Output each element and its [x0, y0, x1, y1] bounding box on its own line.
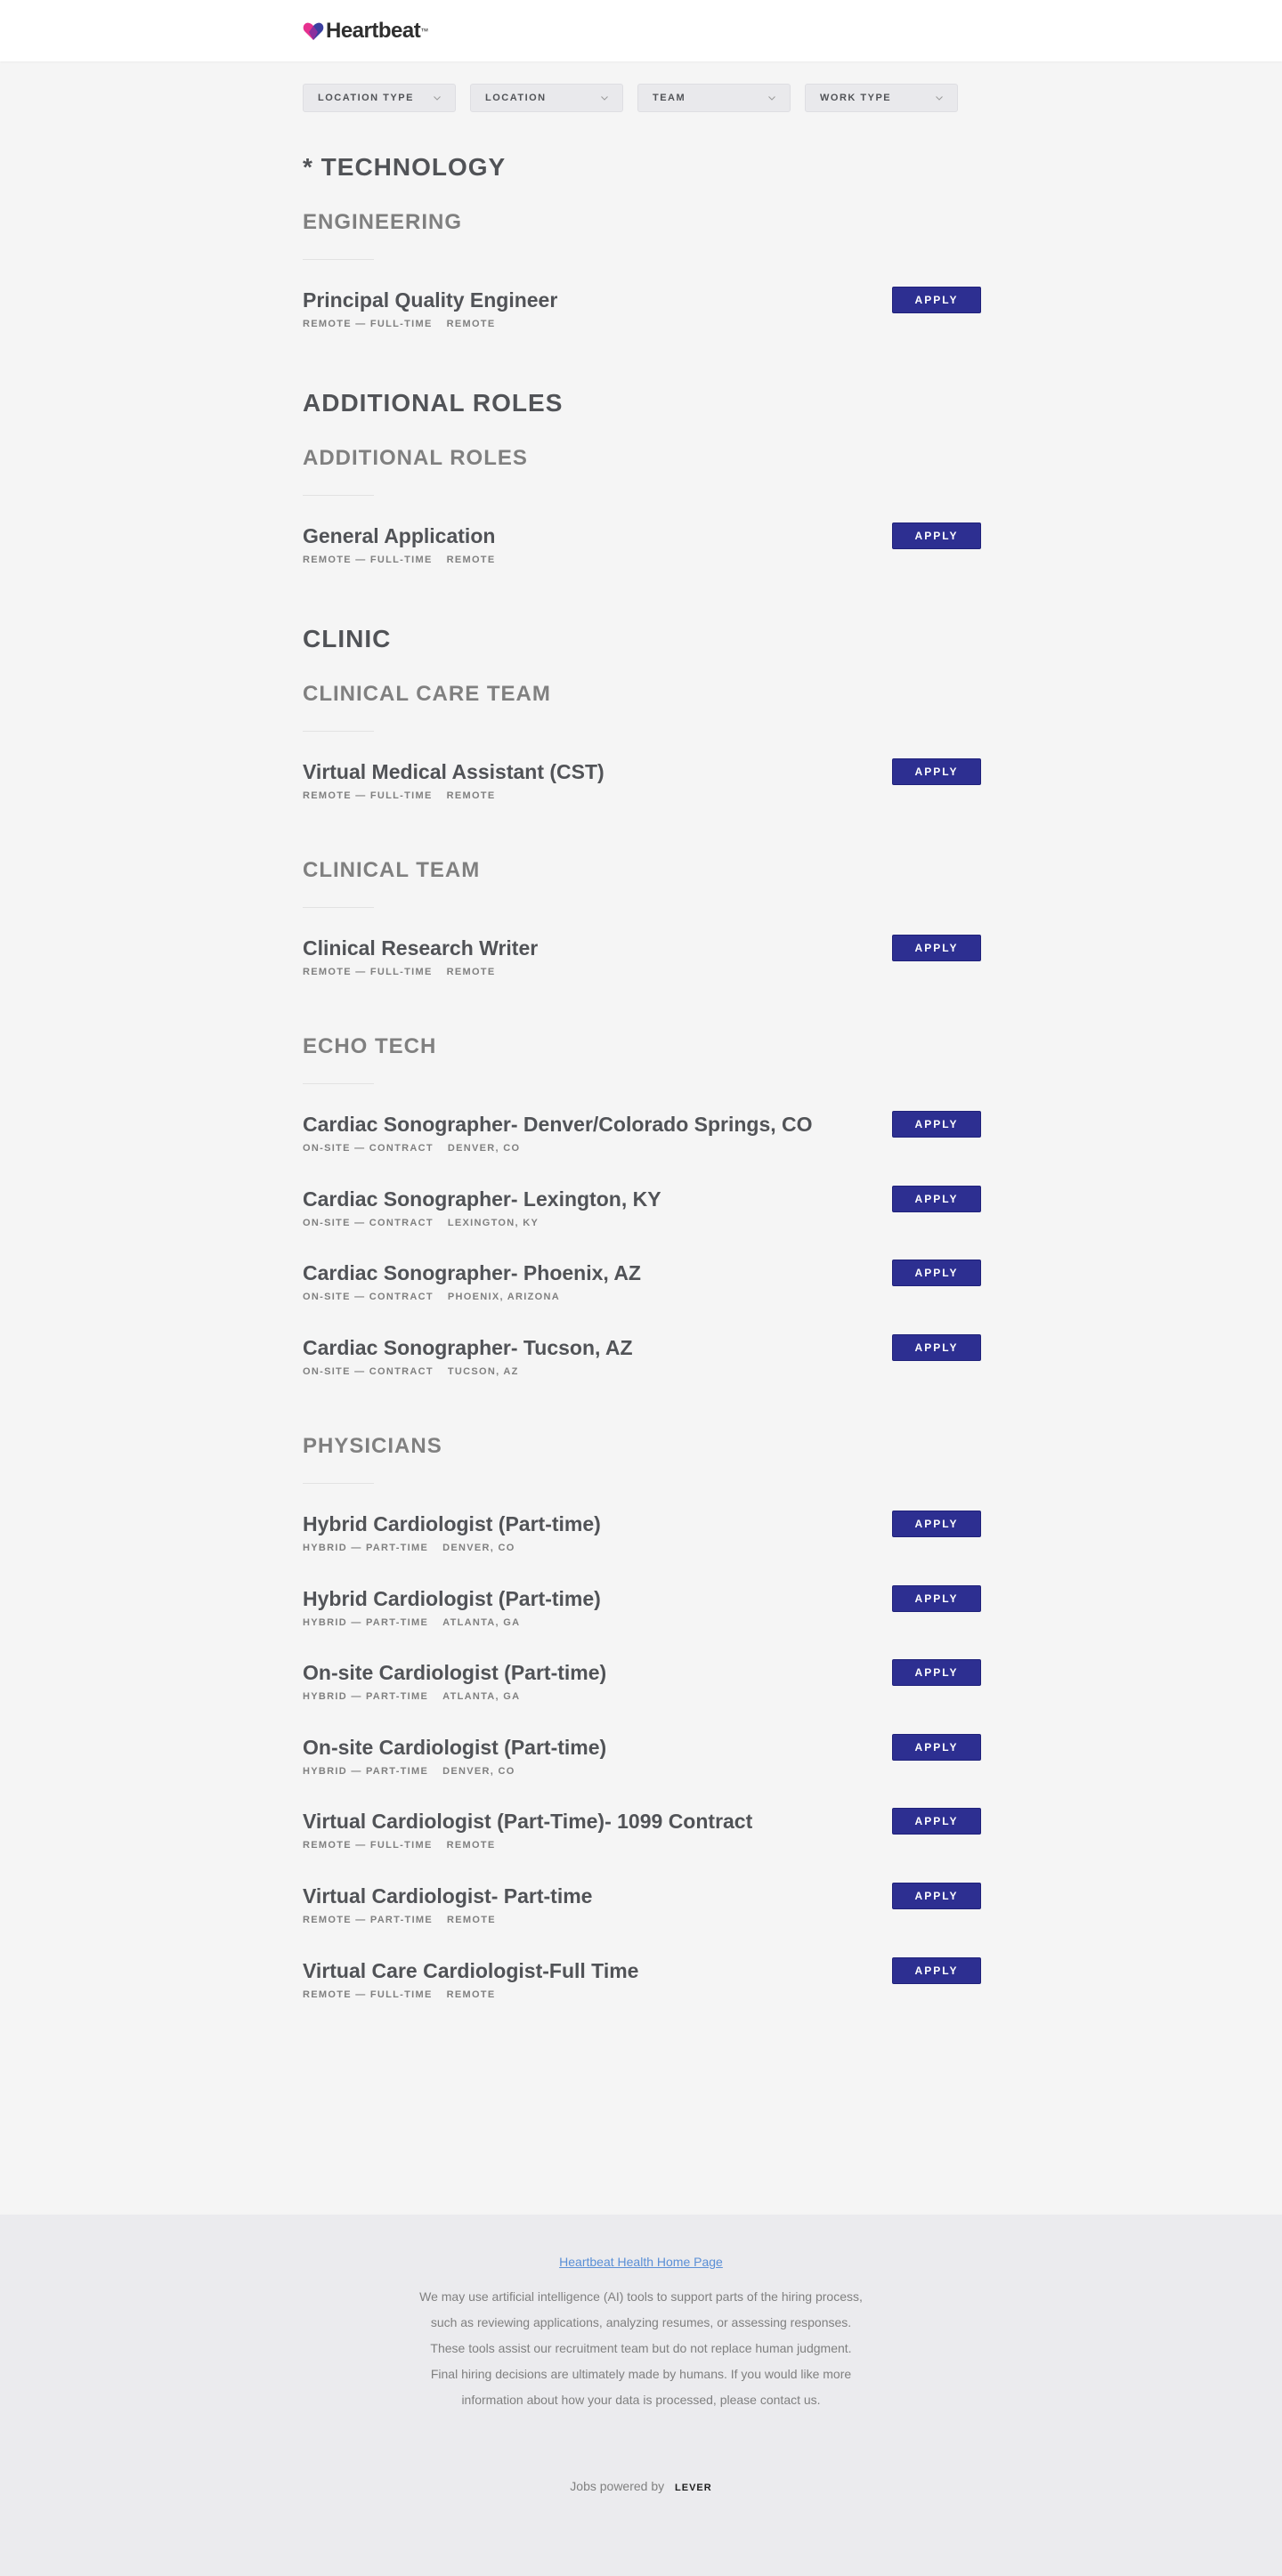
posting-cardiac-sonographer-lexington[interactable]	[303, 1186, 981, 1228]
apply-button[interactable]: APPLY	[892, 1883, 981, 1909]
posting-meta	[303, 790, 981, 801]
posting-title[interactable]: Cardiac Sonographer- Phoenix, AZ	[303, 1261, 641, 1284]
posting-meta	[303, 967, 981, 977]
filter-work-type[interactable]	[805, 84, 958, 112]
apply-button[interactable]: APPLY	[892, 1334, 981, 1361]
posting-location: LEXINGTON, KY	[447, 1218, 540, 1228]
filter-location[interactable]	[470, 84, 623, 112]
posting-meta	[303, 1292, 981, 1302]
posting-location: REMOTE	[446, 555, 496, 565]
posting-meta	[303, 555, 981, 565]
department-title-clinic: CLINIC	[303, 625, 392, 652]
posting-meta	[303, 1143, 981, 1154]
posting-meta	[303, 1691, 981, 1702]
posting-virtual-care-cardiologist[interactable]	[303, 1957, 981, 2000]
posting-meta	[303, 319, 981, 329]
posting-onsite-cardiologist-denver[interactable]	[303, 1734, 981, 1777]
team-title-clinical-team: CLINICAL TEAM	[303, 858, 481, 882]
posting-hybrid-cardiologist-atlanta[interactable]	[303, 1585, 981, 1628]
posting-cardiac-sonographer-denver[interactable]	[303, 1111, 981, 1154]
logo-trademark: ™	[420, 26, 429, 36]
posting-cardiac-sonographer-tucson[interactable]	[303, 1334, 981, 1377]
company-home-link[interactable]: Heartbeat Health Home Page	[559, 2255, 723, 2269]
apply-button[interactable]: APPLY	[892, 1511, 981, 1537]
apply-button[interactable]: APPLY	[892, 1957, 981, 1984]
posting-cardiac-sonographer-phoenix[interactable]	[303, 1260, 981, 1302]
posting-commitment: ON-SITE — CONTRACT	[303, 1292, 434, 1302]
chevron-down-icon	[936, 94, 943, 101]
department-title-additional-roles: ADDITIONAL ROLES	[303, 389, 564, 417]
apply-button[interactable]: APPLY	[892, 1186, 981, 1212]
posting-title[interactable]: On-site Cardiologist (Part-time)	[303, 1736, 607, 1759]
posting-location: ATLANTA, GA	[442, 1617, 521, 1628]
posting-meta	[303, 1989, 981, 2000]
posting-clinical-research-writer[interactable]	[303, 935, 981, 977]
posting-title[interactable]: Cardiac Sonographer- Tucson, AZ	[303, 1336, 633, 1359]
posting-commitment: HYBRID — PART-TIME	[303, 1766, 429, 1777]
team-title-physicians: PHYSICIANS	[303, 1434, 442, 1458]
posting-virtual-cardiologist-part-time[interactable]	[303, 1883, 981, 1925]
posting-location: TUCSON, AZ	[447, 1366, 519, 1377]
posting-location: REMOTE	[447, 1915, 496, 1925]
filter-location-type[interactable]	[303, 84, 456, 112]
team-title-engineering: ENGINEERING	[303, 210, 463, 234]
apply-button[interactable]: APPLY	[892, 522, 981, 549]
posting-title[interactable]: General Application	[303, 524, 496, 547]
posting-commitment: HYBRID — PART-TIME	[303, 1691, 429, 1702]
divider	[303, 1483, 374, 1484]
heartbeat-logo[interactable]	[303, 0, 981, 61]
posting-location: DENVER, CO	[447, 1143, 521, 1154]
powered-by	[0, 2479, 1282, 2493]
posting-title[interactable]: On-site Cardiologist (Part-time)	[303, 1661, 607, 1684]
chevron-down-icon	[601, 94, 608, 101]
posting-meta	[303, 1766, 981, 1777]
posting-meta	[303, 1840, 981, 1851]
department-title-technology: * TECHNOLOGY	[303, 153, 507, 181]
team-title-clinical-care-team: CLINICAL CARE TEAM	[303, 682, 551, 706]
posting-location: ATLANTA, GA	[442, 1691, 521, 1702]
posting-onsite-cardiologist-atlanta[interactable]	[303, 1659, 981, 1702]
posting-virtual-medical-assistant[interactable]	[303, 758, 981, 801]
divider	[303, 259, 374, 260]
posting-virtual-cardiologist-1099[interactable]	[303, 1808, 981, 1851]
posting-general-application[interactable]	[303, 522, 981, 565]
posting-commitment: REMOTE — FULL-TIME	[303, 555, 433, 565]
posting-meta	[303, 1543, 981, 1553]
posting-title[interactable]: Hybrid Cardiologist (Part-time)	[303, 1512, 601, 1535]
posting-location: REMOTE	[446, 1840, 496, 1851]
posting-title[interactable]: Principal Quality Engineer	[303, 288, 558, 312]
posting-commitment: ON-SITE — CONTRACT	[303, 1143, 434, 1154]
posting-commitment: HYBRID — PART-TIME	[303, 1543, 429, 1553]
posting-location: PHOENIX, ARIZONA	[447, 1292, 560, 1302]
lever-logo[interactable]: LEVER	[675, 2483, 712, 2493]
heart-logo-icon	[303, 21, 324, 41]
posting-title[interactable]: Cardiac Sonographer- Denver/Colorado Springs, CO	[303, 1113, 813, 1136]
chevron-down-icon	[434, 94, 441, 101]
filter-label: LOCATION	[485, 93, 547, 103]
divider	[303, 1083, 374, 1084]
filter-bar	[303, 61, 981, 113]
posting-location: REMOTE	[446, 1989, 496, 2000]
logo-text: Heartbeat	[326, 18, 421, 43]
apply-button[interactable]: APPLY	[892, 1260, 981, 1286]
apply-button[interactable]: APPLY	[892, 1111, 981, 1138]
posting-commitment: REMOTE — PART-TIME	[303, 1915, 434, 1925]
team-title-additional-roles: ADDITIONAL ROLES	[303, 446, 528, 470]
filter-label: TEAM	[653, 93, 686, 103]
chevron-down-icon	[768, 94, 775, 101]
posting-commitment: REMOTE — FULL-TIME	[303, 319, 433, 329]
posting-commitment: REMOTE — FULL-TIME	[303, 1840, 433, 1851]
site-footer	[0, 2215, 1282, 2576]
posting-title[interactable]: Virtual Cardiologist- Part-time	[303, 1884, 593, 1908]
posting-title[interactable]: Clinical Research Writer	[303, 936, 539, 960]
posting-location: DENVER, CO	[442, 1766, 515, 1777]
posting-principal-quality-engineer[interactable]	[303, 287, 981, 329]
posting-commitment: ON-SITE — CONTRACT	[303, 1218, 434, 1228]
posting-meta	[303, 1915, 981, 1925]
filter-team[interactable]	[637, 84, 791, 112]
site-header	[0, 0, 1282, 61]
posting-title[interactable]: Cardiac Sonographer- Lexington, KY	[303, 1187, 661, 1211]
powered-by-text: Jobs powered by	[570, 2479, 665, 2493]
posting-title[interactable]: Virtual Care Cardiologist-Full Time	[303, 1959, 639, 1982]
apply-button[interactable]: APPLY	[892, 1585, 981, 1612]
posting-location: DENVER, CO	[442, 1543, 515, 1553]
posting-meta	[303, 1617, 981, 1628]
apply-button[interactable]: APPLY	[892, 1734, 981, 1761]
divider	[303, 907, 374, 908]
posting-location: REMOTE	[446, 319, 496, 329]
posting-commitment: ON-SITE — CONTRACT	[303, 1366, 434, 1377]
posting-meta	[303, 1366, 981, 1377]
posting-commitment: REMOTE — FULL-TIME	[303, 967, 433, 977]
apply-button[interactable]: APPLY	[892, 935, 981, 961]
posting-location: REMOTE	[446, 790, 496, 801]
divider	[303, 731, 374, 732]
posting-commitment: HYBRID — PART-TIME	[303, 1617, 429, 1628]
posting-commitment: REMOTE — FULL-TIME	[303, 1989, 433, 2000]
divider	[303, 495, 374, 496]
posting-location: REMOTE	[446, 967, 496, 977]
posting-hybrid-cardiologist-denver[interactable]	[303, 1511, 981, 1553]
apply-button[interactable]: APPLY	[892, 1808, 981, 1835]
posting-title[interactable]: Virtual Cardiologist (Part-Time)- 1099 Contract	[303, 1810, 753, 1833]
team-title-echo-tech: ECHO TECH	[303, 1034, 437, 1058]
posting-meta	[303, 1218, 981, 1228]
posting-title[interactable]: Hybrid Cardiologist (Part-time)	[303, 1587, 601, 1610]
filter-label: LOCATION TYPE	[318, 93, 414, 103]
ai-notice-text: We may use artificial intelligence (AI) tools to support parts of the hiring process, such as reviewing applications, analyzing resumes, or assessing responses. These tools assist our recruitment team but do not replace human judgment. Final hiring decisions are ultimately made by humans. If you would like more information about how your data is processed, please contact us.	[419, 2289, 863, 2407]
posting-commitment: REMOTE — FULL-TIME	[303, 790, 433, 801]
apply-button[interactable]: APPLY	[892, 758, 981, 785]
posting-title[interactable]: Virtual Medical Assistant (CST)	[303, 760, 604, 783]
filter-label: WORK TYPE	[820, 93, 892, 103]
apply-button[interactable]: APPLY	[892, 287, 981, 313]
apply-button[interactable]: APPLY	[892, 1659, 981, 1686]
